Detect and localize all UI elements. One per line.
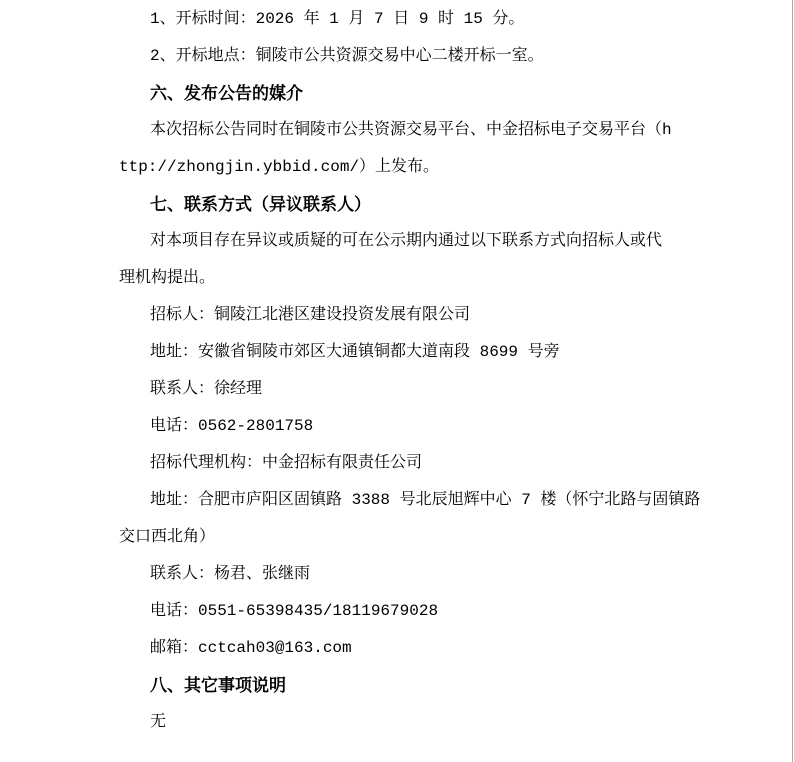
tenderer-contact-person: 联系人：徐经理	[150, 380, 263, 398]
tenderer-name: 招标人：铜陵江北港区建设投资发展有限公司	[150, 306, 471, 324]
tenderer-phone: 电话：0562-2801758	[150, 417, 314, 435]
media-paragraph-line-1: 本次招标公告同时在铜陵市公共资源交易平台、中金招标电子交易平台（h	[150, 121, 672, 139]
window-right-border	[792, 0, 793, 762]
objection-paragraph-line-1: 对本项目存在异议或质疑的可在公示期内通过以下联系方式向招标人或代	[150, 232, 663, 250]
other-note: 无	[150, 713, 167, 731]
section-heading-media: 六、发布公告的媒介	[150, 84, 303, 103]
agency-phone: 电话：0551-65398435/18119679028	[150, 602, 439, 620]
document-page	[119, 1, 754, 741]
bid-opening-time: 1、开标时间：2026 年 1 月 7 日 9 时 15 分。	[150, 10, 525, 28]
objection-paragraph-line-2: 理机构提出。	[119, 269, 216, 287]
agency-address-line-2: 交口西北角）	[119, 528, 216, 546]
agency-name: 招标代理机构：中金招标有限责任公司	[150, 454, 423, 472]
agency-address-line-1: 地址：合肥市庐阳区固镇路 3388 号北辰旭辉中心 7 楼（怀宁北路与固镇路	[150, 491, 701, 509]
section-heading-other: 八、其它事项说明	[150, 676, 286, 695]
section-heading-contact: 七、联系方式（异议联系人）	[150, 195, 371, 214]
bid-opening-place: 2、开标地点：铜陵市公共资源交易中心二楼开标一室。	[150, 47, 544, 65]
agency-email: 邮箱：cctcah03@163.com	[150, 639, 352, 657]
media-paragraph-line-2: ttp://zhongjin.ybbid.com/）上发布。	[119, 158, 440, 176]
agency-contact-persons: 联系人：杨君、张继雨	[150, 565, 311, 583]
tenderer-address: 地址：安徽省铜陵市郊区大通镇铜都大道南段 8699 号旁	[150, 343, 560, 361]
